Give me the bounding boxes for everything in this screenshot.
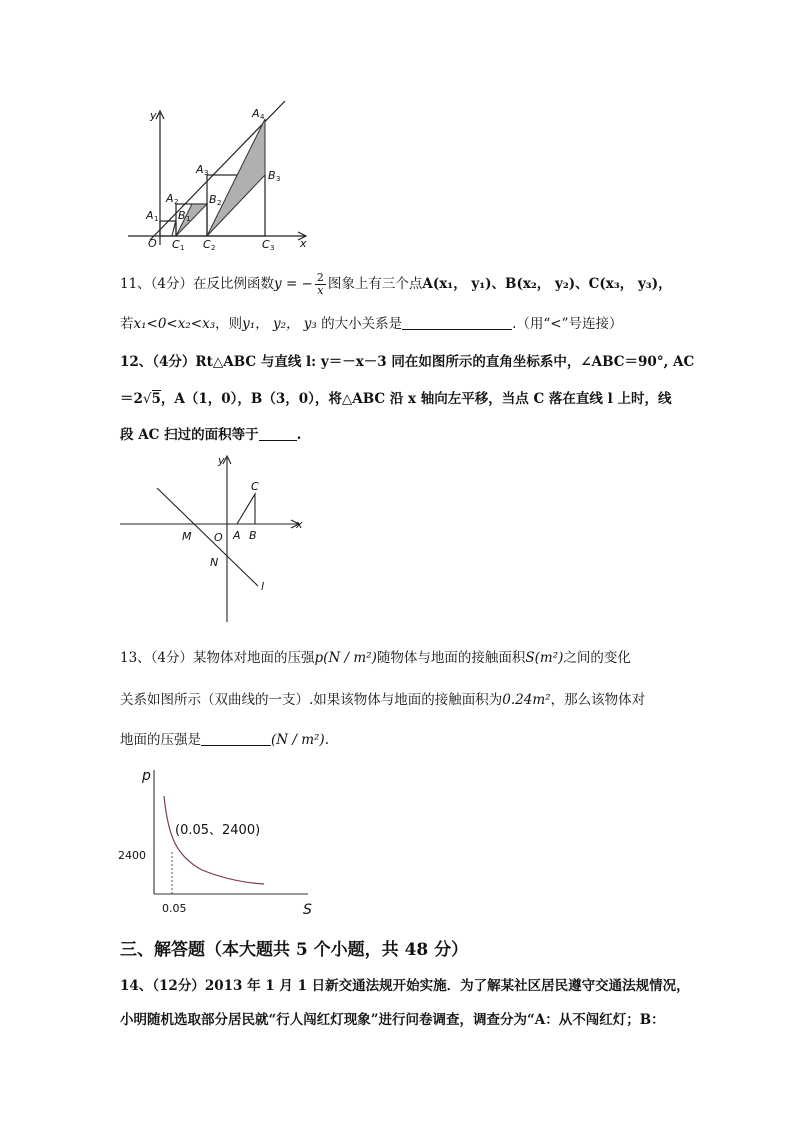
q11-line1 bbox=[120, 272, 672, 297]
q13-line2 bbox=[120, 690, 645, 710]
fig3-point-label: (0.05、2400) bbox=[175, 823, 261, 838]
q13-period: . bbox=[324, 732, 329, 748]
q14-line1: 14、（12分）2013 年 1 月 1 日新交通法规开始实施．为了解某社区居民遵守交通法规情况， bbox=[120, 978, 690, 994]
fig3-label-s: S bbox=[303, 902, 312, 918]
fig1-label-b2: B bbox=[209, 193, 217, 206]
fig1-label-c3: C bbox=[262, 238, 270, 251]
fig3-y-tick: 2400 bbox=[118, 849, 146, 862]
q13-p-unit: p(N / m²) bbox=[314, 650, 377, 666]
fig2-label-b: B bbox=[249, 529, 257, 542]
fig3-x-tick: 0.05 bbox=[162, 902, 187, 915]
q11-point-b: B(x₂， y₂)、 bbox=[505, 276, 589, 292]
fig1-label-a1: A bbox=[146, 209, 154, 222]
fig1-label-a4: A bbox=[252, 107, 260, 120]
figure-triangle-line bbox=[115, 450, 315, 628]
fig1-label-x: x bbox=[300, 237, 307, 250]
fig1-label-origin: O bbox=[148, 237, 157, 250]
q11-prefix: 11、（4分）在反比例函数 bbox=[120, 276, 275, 292]
q12-line2-rest: ，A（1，0），B（3，0），将△ABC 沿 x 轴向左平移，当点 C 落在直线 l 上时，线 bbox=[160, 391, 672, 407]
q11-point-a: A(x₁， y₁)、 bbox=[422, 276, 506, 292]
q11-hint: .（用“<”号连接） bbox=[512, 316, 623, 332]
q11-condition: x₁<0<x₂<x₃ bbox=[133, 316, 216, 332]
fig1-sub-a1: 1 bbox=[154, 215, 159, 223]
q11-mid: 图象上有三个点 bbox=[327, 276, 423, 292]
fig3-hyperbola-curve bbox=[164, 796, 264, 884]
q12-answer-blank[interactable] bbox=[259, 426, 297, 441]
q11-then: ，则 bbox=[215, 316, 243, 332]
q13-s-unit: S(m²) bbox=[525, 650, 564, 666]
fig2-triangle bbox=[237, 494, 255, 524]
q11-frac-num: 2 bbox=[316, 271, 324, 284]
q11-line2 bbox=[120, 314, 623, 334]
fig1-sub-b3: 3 bbox=[276, 175, 281, 183]
q13-line1-a: 13、（4分）某物体对地面的压强 bbox=[120, 650, 315, 666]
fig2-line-l bbox=[157, 488, 258, 586]
q11-point-c: C(x₃， y₃)， bbox=[588, 276, 672, 292]
q13-line3 bbox=[120, 730, 329, 750]
fig1-label-a2: A bbox=[166, 192, 174, 205]
fig3-label-p: p bbox=[142, 768, 151, 784]
section-heading: 三、解答题（本大题共 5 个小题，共 48 分） bbox=[120, 940, 469, 960]
fig1-sub-b2: 2 bbox=[217, 199, 222, 207]
fig1-label-a3: A bbox=[196, 163, 204, 176]
fig1-sub-c3: 3 bbox=[270, 244, 275, 252]
fig2-label-n: N bbox=[210, 556, 219, 569]
fig1-sub-b1: 1 bbox=[186, 215, 191, 223]
fig1-label-b3: B bbox=[268, 169, 276, 182]
q12-line3 bbox=[120, 425, 301, 445]
q12-eq: ＝2 bbox=[120, 391, 143, 407]
fig1-label-c1: C bbox=[172, 238, 180, 251]
q12-line2 bbox=[120, 389, 671, 409]
q12-sqrt-value: 5 bbox=[151, 391, 161, 407]
fig2-label-m: M bbox=[182, 530, 192, 543]
fig1-sub-a2: 2 bbox=[174, 198, 179, 206]
q13-line1-b: 随物体与地面的接触面积 bbox=[376, 650, 526, 666]
q12-line3-text: 段 AC 扫过的面积等于 bbox=[120, 427, 259, 443]
q13-line3-unit: (N / m²) bbox=[271, 732, 325, 748]
q11-fraction bbox=[315, 272, 326, 297]
q12-period: . bbox=[296, 427, 302, 443]
fig2-label-o: O bbox=[214, 531, 223, 544]
fig1-sub-c2: 2 bbox=[211, 244, 216, 252]
q13-line1-c: 之间的变化 bbox=[563, 650, 631, 666]
figure-staircase bbox=[120, 95, 320, 255]
fig2-label-x: x bbox=[296, 518, 303, 531]
figure-hyperbola bbox=[112, 766, 322, 918]
fig2-label-l: l bbox=[261, 580, 265, 593]
q11-frac-den: x bbox=[317, 284, 324, 297]
q13-line1 bbox=[120, 648, 631, 668]
fig1-label-y: y bbox=[150, 109, 157, 122]
q11-func-lhs: y = − bbox=[274, 276, 313, 292]
fig1-sub-c1: 1 bbox=[180, 244, 185, 252]
q11-if: 若 bbox=[120, 316, 134, 332]
q11-ys: y₁， y₂， y₃ bbox=[242, 316, 317, 332]
q13-area: 0.24m² bbox=[502, 692, 551, 708]
fig1-sub-a4: 4 bbox=[260, 113, 265, 121]
sqrt-icon: √ bbox=[142, 391, 152, 407]
q13-line2-b: ，那么该物体对 bbox=[550, 692, 646, 708]
fig2-label-a: A bbox=[233, 529, 241, 542]
fig1-label-c2: C bbox=[203, 238, 211, 251]
q13-line3-a: 地面的压强是 bbox=[120, 732, 201, 748]
fig1-label-b1: B bbox=[178, 209, 186, 222]
q12-line1: 12、（4分）Rt△ABC 与直线 l: y＝－x－3 同在如图所示的直角坐标系中，∠ABC＝90°, AC bbox=[120, 354, 695, 370]
q13-line2-a: 关系如图所示（双曲线的一支）.如果该物体与地面的接触面积为 bbox=[120, 692, 503, 708]
q14-line2: 小明随机选取部分居民就“行人闯红灯现象”进行问卷调查，调查分为“A：从不闯红灯；B： bbox=[120, 1012, 665, 1028]
q11-relation-text: 的大小关系是 bbox=[316, 316, 403, 332]
fig2-label-c: C bbox=[251, 480, 259, 493]
q13-answer-blank[interactable] bbox=[201, 731, 271, 746]
fig2-label-y: y bbox=[218, 454, 225, 467]
fig1-sub-a3: 3 bbox=[204, 169, 209, 177]
q11-answer-blank[interactable] bbox=[402, 315, 512, 330]
